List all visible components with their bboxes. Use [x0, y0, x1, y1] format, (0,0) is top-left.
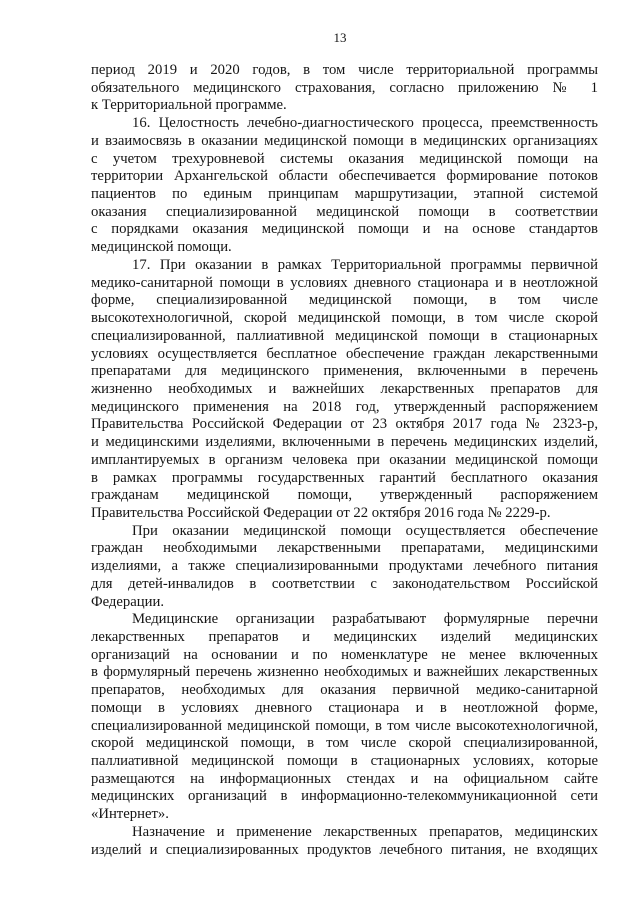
text-line: медицинских организаций в информационно-телекоммуникационной сети — [91, 788, 598, 805]
text-line: Правительства Российской Федерации от 22 октября 2016 года № 2229-р. — [91, 504, 551, 521]
text-line: лекарственных препаратов и медицинских изделий медицинских — [91, 629, 598, 645]
text-line: граждан необходимыми лекарственными препаратами, медицинскими — [91, 540, 598, 557]
text-line: паллиативной медицинской помощи в стационарных условиях, которые — [91, 753, 598, 770]
text-line: 16. Целостность лечебно-диагностического процесса, преемственность — [132, 115, 598, 132]
text-line: пациентов по единым принципам маршрутизации, этапной системой — [91, 186, 598, 203]
document-body — [91, 62, 598, 859]
text-line: медико-санитарной помощи в условиях дневного стационара и в неотложной — [91, 274, 598, 291]
text-line: препаратов, необходимых для оказания первичной медико-санитарной — [91, 682, 598, 699]
text-line: организаций на основании и по номенклатуре не менее включенных — [91, 646, 598, 663]
text-line: Медицинские организации разрабатывают формулярные перечни — [132, 611, 598, 628]
text-line: в рамках программы государственных гарантий бесплатного оказания — [91, 469, 598, 486]
paragraph — [91, 523, 598, 612]
paragraph — [91, 824, 598, 859]
text-line: оказания специализированной медицинской помощи в соответствии — [91, 203, 598, 220]
text-line: период 2019 и 2020 годов, в том числе территориальной программы — [91, 62, 598, 78]
text-line: специализированной, паллиативной медицинской помощи в стационарных — [91, 327, 598, 344]
text-line: «Интернет». — [91, 806, 169, 823]
text-line: размещаются на информационных стендах и на официальном сайте — [91, 770, 598, 787]
text-line: с порядками оказания медицинской помощи и на основе стандартов — [91, 221, 598, 238]
text-line: обязательного медицинского страхования, согласно приложению № 1 — [91, 79, 598, 96]
text-line: медицинской помощи. — [91, 239, 232, 256]
text-line: изделий и специализированных продуктов лечебного питания, не входящих — [91, 841, 598, 858]
text-line: условиях осуществляется бесплатное обеспечение граждан лекарственными — [91, 345, 598, 362]
text-line: Федерации. — [91, 593, 165, 610]
paragraph — [91, 115, 598, 257]
text-line: жизненно необходимых и важнейших лекарственных препаратов для — [91, 380, 598, 397]
text-line: 17. При оказании в рамках Территориальной программы первичной — [132, 256, 598, 273]
paragraph — [91, 62, 598, 115]
text-line: помощи в условиях дневного стационара и в неотложной форме, — [91, 699, 598, 716]
text-line: специализированной медицинской помощи, в том числе высокотехнологичной, — [91, 717, 598, 734]
page-number: 13 — [333, 30, 347, 45]
text-line: форме, специализированной медицинской помощи, в том числе — [91, 292, 598, 309]
text-line: скорой медицинской помощи, в том числе скорой специализированной, — [91, 735, 598, 752]
text-line: Правительства Российской Федерации от 23 октября 2017 года № 2323-р, — [91, 416, 598, 433]
text-line: имплантируемых в организм человека при оказании медицинской помощи — [91, 451, 598, 468]
text-line: и медицинскими изделиями, включенными в перечень медицинских изделий, — [91, 434, 598, 451]
text-line: территории Архангельской области обеспечивается формирование потоков — [91, 168, 598, 185]
text-line: к Территориальной программе. — [91, 97, 287, 114]
text-line: для детей-инвалидов в соответствии с законодательством Российской — [91, 575, 598, 592]
text-line: При оказании медицинской помощи осуществляется обеспечение — [132, 522, 598, 539]
text-line: с учетом трехуровневой системы оказания медицинской помощи на — [91, 150, 598, 167]
text-line: препаратами для медицинского применения, включенными в перечень — [91, 363, 598, 380]
text-line: высокотехнологичной, скорой медицинской помощи, в том числе скорой — [91, 310, 598, 327]
paragraph — [91, 257, 598, 523]
text-line: медицинского применения на 2018 год, утвержденный распоряжением — [91, 398, 598, 415]
text-line: и взаимосвязь в оказании медицинской помощи в медицинских организациях — [91, 132, 598, 149]
text-line: изделиями, а также специализированными продуктами лечебного питания — [91, 558, 598, 575]
text-line: гражданам медицинской помощи, утвержденный распоряжением — [91, 487, 598, 504]
paragraph — [91, 611, 598, 824]
text-line: Назначение и применение лекарственных препаратов, медицинских — [132, 823, 598, 840]
text-line: в формулярный перечень жизненно необходимых и важнейших лекарственных — [91, 664, 598, 681]
